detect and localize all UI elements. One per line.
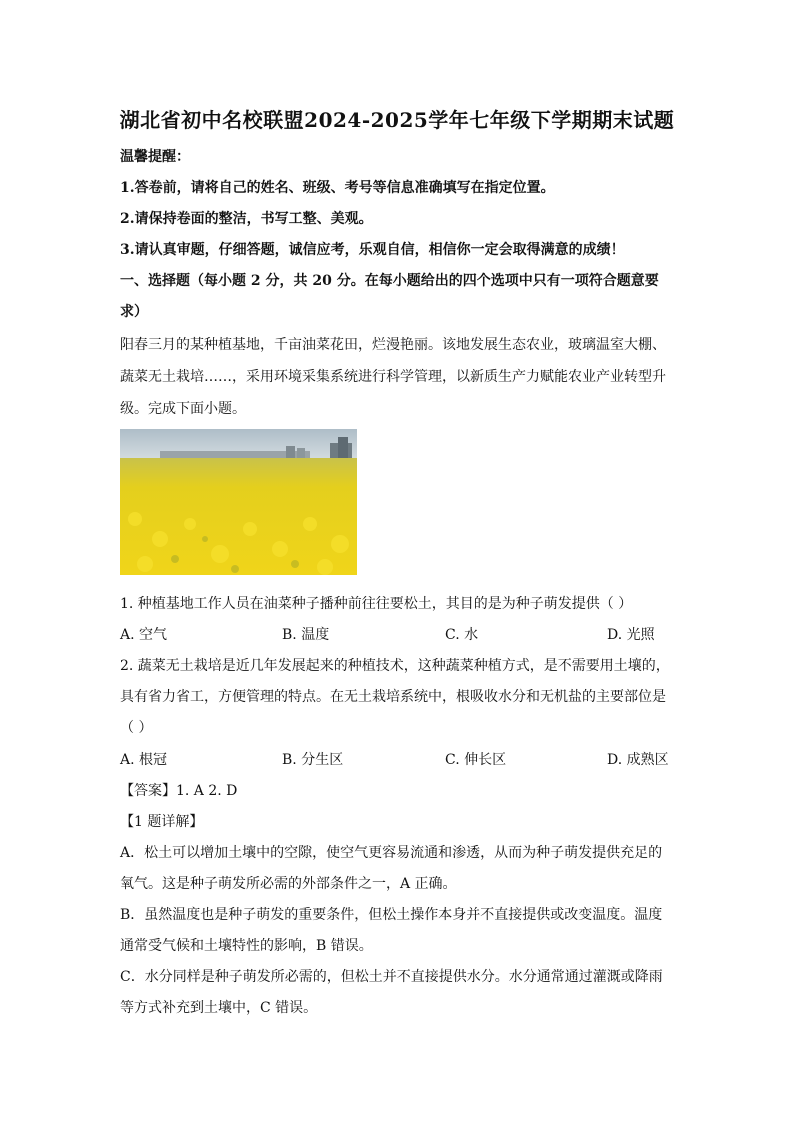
tip-item-2: 2.请保持卷面的整洁，书写工整、美观。: [120, 211, 373, 227]
passage-line: 蔬菜无土栽培……，采用环境采集系统进行科学管理，以新质生产力赋能农业产业转型升: [120, 369, 666, 385]
analysis-line: 氧气。这是种子萌发所必需的外部条件之一，A 正确。: [120, 876, 457, 892]
q2-option-c: C. 伸长区: [445, 752, 507, 768]
q2-option-d: D. 成熟区: [607, 752, 669, 768]
rapeseed-field-photo: [120, 429, 357, 575]
analysis-line: A．松土可以增加土壤中的空隙，使空气更容易流通和渗透，从而为种子萌发提供充足的: [120, 845, 663, 861]
detail-heading: 【1 题详解】: [120, 814, 204, 830]
analysis-line: 通常受气候和土壤特性的影响，B 错误。: [120, 938, 373, 954]
q2-option-a: A. 根冠: [120, 752, 168, 768]
passage-line: 级。完成下面小题。: [120, 401, 246, 417]
analysis-line: B．虽然温度也是种子萌发的重要条件，但松土操作本身并不直接提供或改变温度。温度: [120, 907, 663, 923]
tip-item-1: 1.答卷前，请将自己的姓名、班级、考号等信息准确填写在指定位置。: [120, 180, 555, 196]
tips-heading: 温馨提醒：: [120, 149, 190, 165]
question-2-stem: 具有省力省工，方便管理的特点。在无土栽培系统中，根吸收水分和无机盐的主要部位是: [120, 689, 666, 705]
q1-option-d: D. 光照: [607, 627, 655, 643]
q1-option-b: B. 温度: [282, 627, 330, 643]
analysis-line: C．水分同样是种子萌发所必需的，但松土并不直接提供水分。水分通常通过灌溉或降雨: [120, 969, 663, 985]
q1-option-c: C. 水: [445, 627, 479, 643]
q1-option-a: A. 空气: [120, 627, 168, 643]
passage-line: 阳春三月的某种植基地，千亩油菜花田，烂漫艳丽。该地发展生态农业，玻璃温室大棚、: [120, 337, 666, 353]
section-heading-cont: 求）: [120, 304, 148, 320]
page-title: 湖北省初中名校联盟2024-2025学年七年级下学期期末试题: [119, 108, 675, 132]
question-2-stem: 2. 蔬菜无土栽培是近几年发展起来的种植技术，这种蔬菜种植方式，是不需要用土壤的，: [120, 658, 670, 674]
question-2-stem: （ ）: [120, 720, 153, 736]
analysis-line: 等方式补充到土壤中，C 错误。: [120, 1000, 318, 1016]
answer-line: 【答案】1. A 2. D: [120, 783, 238, 799]
tip-item-3: 3.请认真审题，仔细答题，诚信应考，乐观自信，相信你一定会取得满意的成绩！: [120, 242, 625, 258]
question-1-stem: 1. 种植基地工作人员在油菜种子播种前往往要松土，其目的是为种子萌发提供（ ）: [120, 596, 633, 612]
q2-option-b: B. 分生区: [282, 752, 344, 768]
section-heading: 一、选择题（每小题 2 分，共 20 分。在每小题给出的四个选项中只有一项符合题意要: [120, 273, 659, 289]
